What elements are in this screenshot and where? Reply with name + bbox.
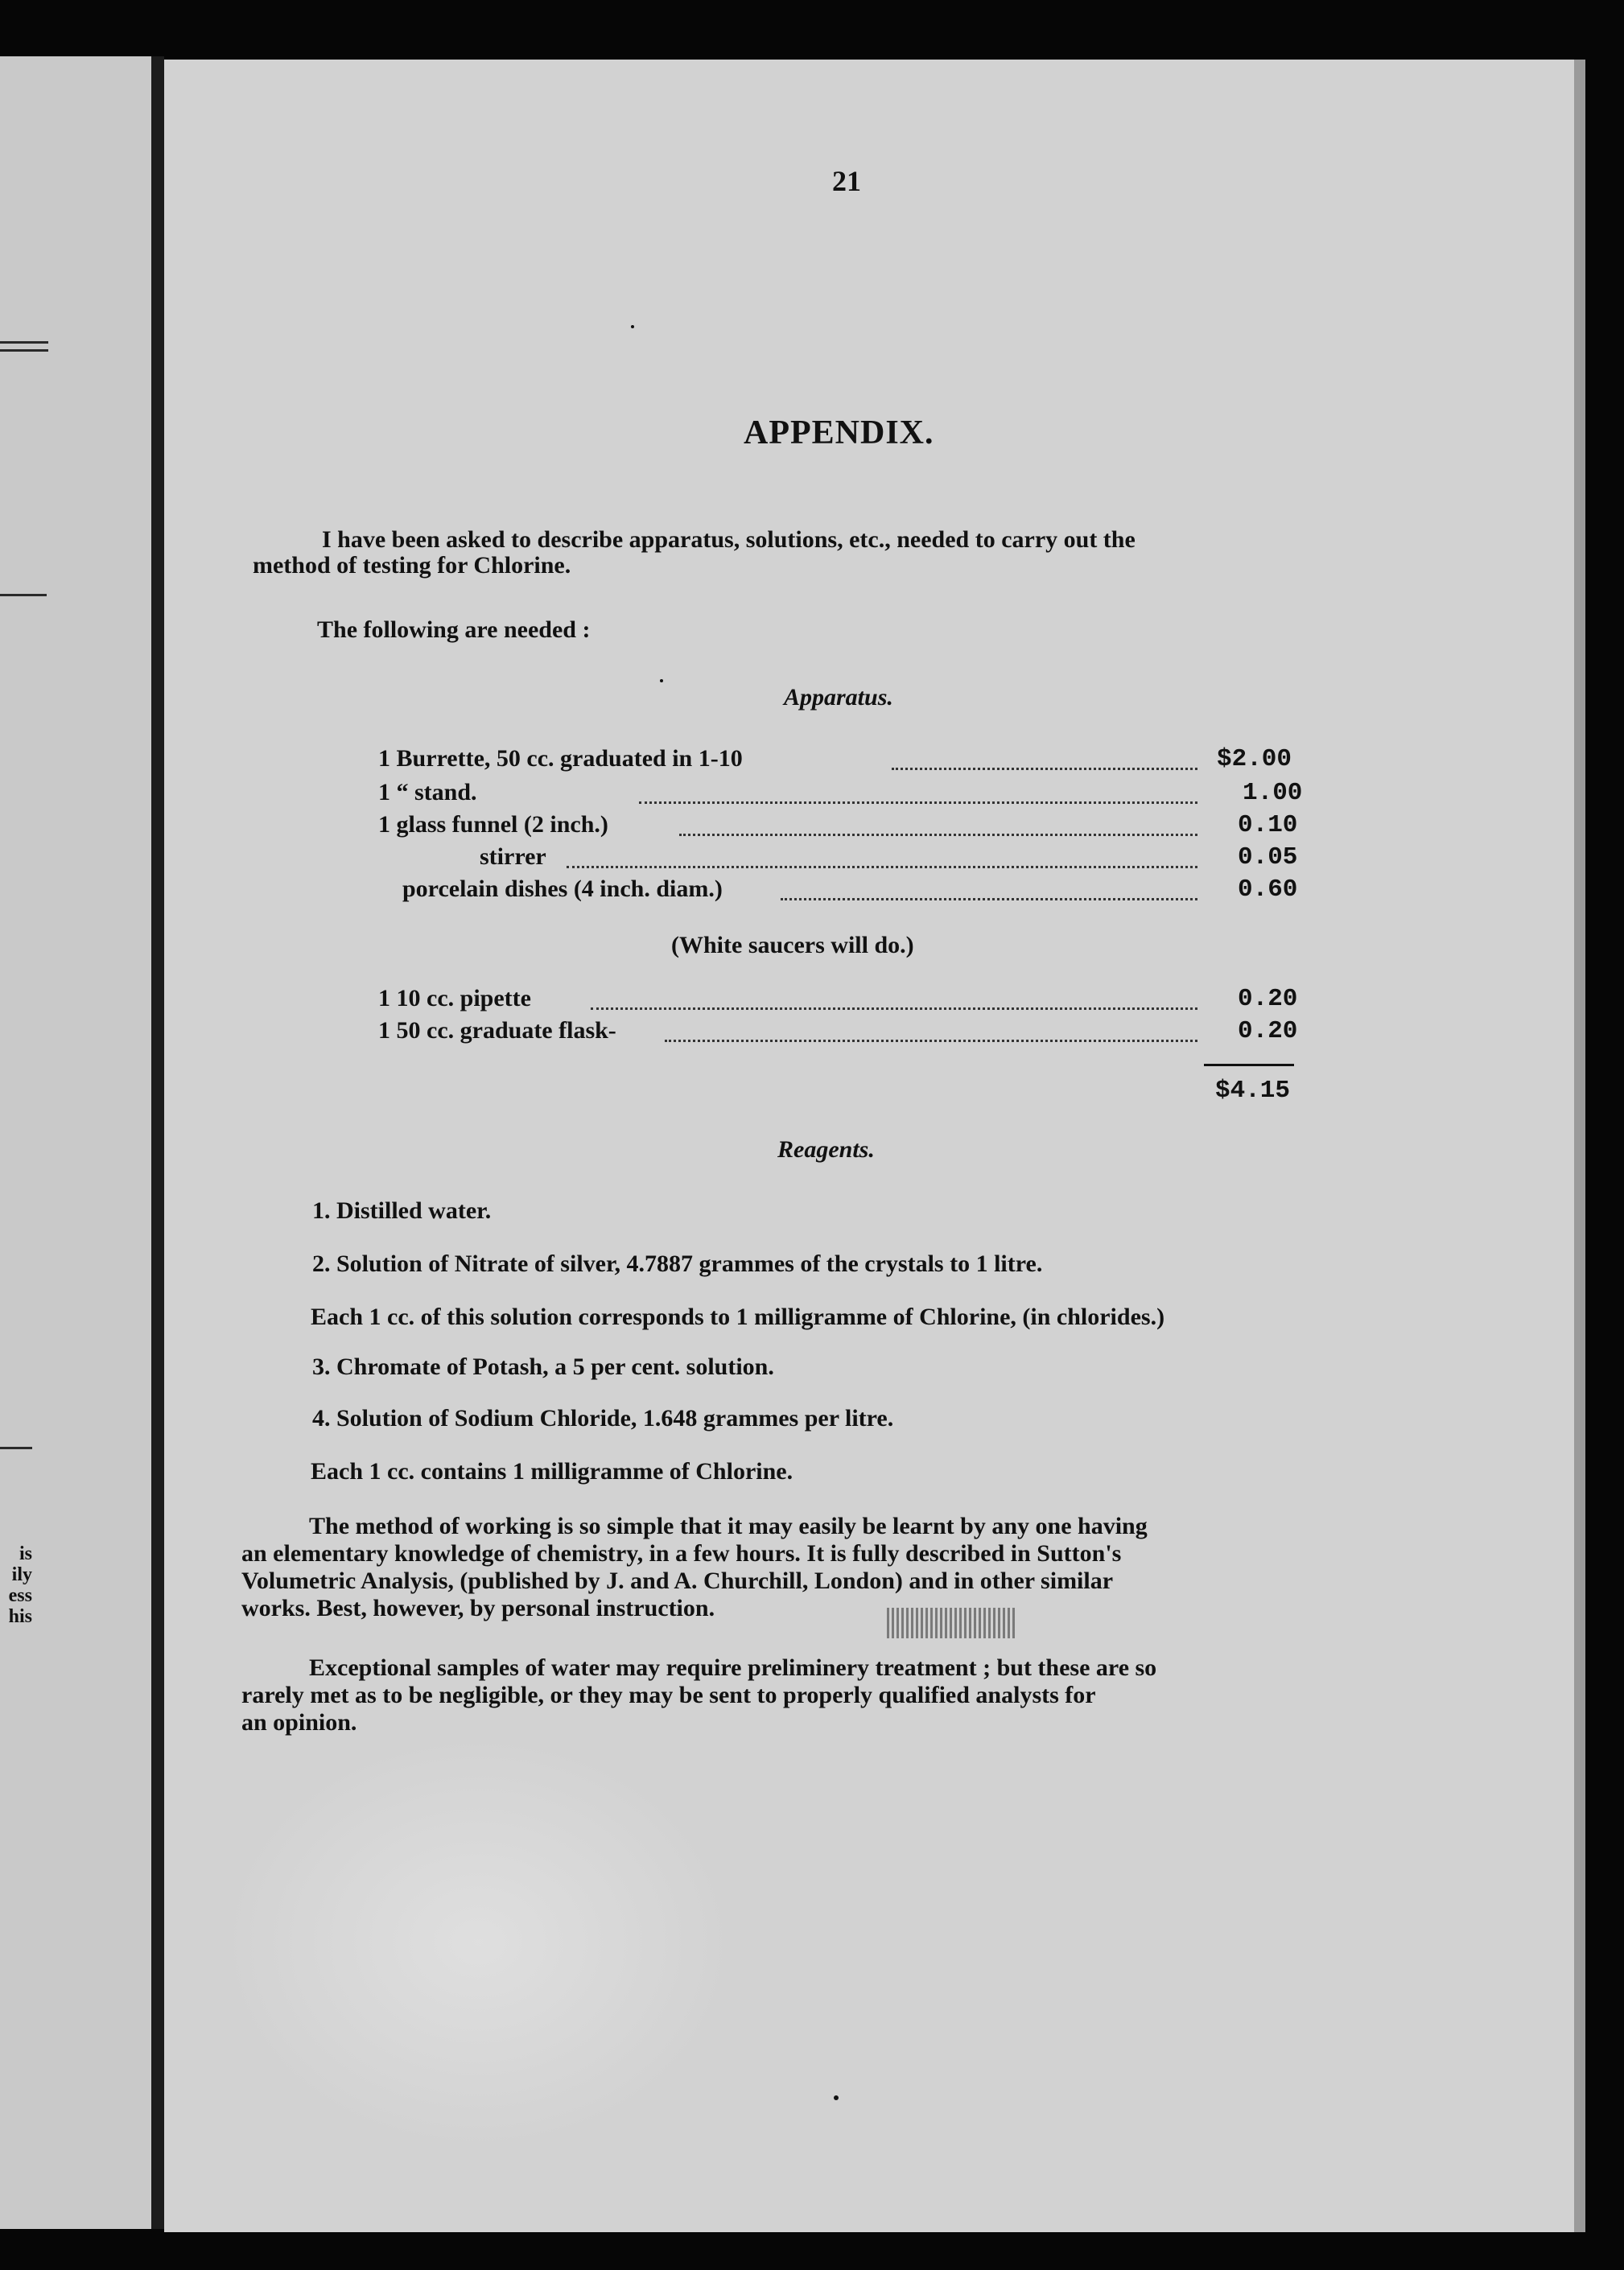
reagent-line: 3. Chromate of Potash, a 5 per cent. solution.	[312, 1353, 774, 1380]
total-rule	[1204, 1064, 1294, 1066]
left-rule	[0, 1447, 32, 1449]
reagents-heading: Reagents.	[777, 1136, 875, 1163]
left-fragment: ily	[11, 1564, 32, 1585]
left-rule	[0, 349, 48, 352]
paragraph-line: an elementary knowledge of chemistry, in a few hours. It is fully described in Sutton's	[241, 1540, 1122, 1567]
apparatus-item: 1 50 cc. graduate flask-	[378, 1017, 616, 1044]
left-rule	[0, 341, 48, 344]
dot-leader	[892, 768, 1197, 770]
paragraph-line: rarely met as to be negligible, or they may be sent to properly qualified analysts for	[241, 1682, 1096, 1708]
apparatus-total: $4.15	[1215, 1077, 1291, 1105]
reagent-line: 2. Solution of Nitrate of silver, 4.7887 grammes of the crystals to 1 litre.	[312, 1250, 1043, 1277]
ink-stamp	[887, 1608, 1016, 1638]
apparatus-item: 1 “ stand.	[378, 779, 477, 805]
dot-leader	[679, 834, 1197, 836]
reagent-line: Each 1 cc. contains 1 milligramme of Chlorine.	[311, 1458, 793, 1485]
left-fragment: is	[19, 1543, 32, 1564]
intro-line: method of testing for Chlorine.	[253, 552, 571, 579]
dot-leader	[639, 801, 1197, 804]
apparatus-item: 1 10 cc. pipette	[378, 985, 531, 1011]
apparatus-price: $2.00	[1217, 745, 1292, 773]
paragraph-line: works. Best, however, by personal instruction.	[241, 1595, 715, 1621]
apparatus-item: 1 glass funnel (2 inch.)	[378, 811, 608, 838]
left-rule	[0, 594, 47, 596]
apparatus-item: porcelain dishes (4 inch. diam.)	[402, 875, 723, 902]
left-page-text	[0, 1543, 32, 1627]
ink-speck	[660, 679, 663, 682]
page-edge	[1574, 60, 1585, 2232]
left-fragment: ess	[8, 1585, 32, 1606]
apparatus-item: 1 Burrette, 50 cc. graduated in 1-10	[378, 745, 743, 772]
apparatus-price: 0.05	[1238, 843, 1298, 871]
reagent-line: 1. Distilled water.	[312, 1197, 492, 1224]
apparatus-note: (White saucers will do.)	[671, 932, 914, 958]
page-number: 21	[832, 165, 861, 197]
dot-leader	[665, 1040, 1197, 1042]
paragraph-line: Exceptional samples of water may require preliminery treatment ; but these are so	[309, 1654, 1157, 1681]
dot-leader	[591, 1007, 1197, 1010]
paragraph-line: The method of working is so simple that it may easily be learnt by any one having	[309, 1513, 1148, 1539]
apparatus-price: 0.20	[1238, 1017, 1298, 1045]
page-title: APPENDIX.	[744, 414, 934, 451]
paragraph-line: an opinion.	[241, 1709, 357, 1736]
document-page	[164, 60, 1574, 2232]
apparatus-heading: Apparatus.	[784, 684, 893, 711]
apparatus-price: 0.60	[1238, 875, 1298, 904]
dot-leader	[567, 866, 1197, 868]
ink-speck	[631, 325, 634, 328]
apparatus-price: 1.00	[1243, 779, 1303, 807]
apparatus-price: 0.20	[1238, 985, 1298, 1013]
binding-gutter	[151, 56, 164, 2229]
paper-stain	[221, 1733, 736, 2152]
ink-speck	[834, 2095, 839, 2100]
apparatus-price: 0.10	[1238, 811, 1298, 839]
following-line: The following are needed :	[317, 616, 591, 643]
left-page-fragment	[0, 56, 151, 2229]
apparatus-item: stirrer	[480, 843, 546, 870]
reagent-line: 4. Solution of Sodium Chloride, 1.648 grammes per litre.	[312, 1405, 894, 1432]
paragraph-line: Volumetric Analysis, (published by J. and A. Churchill, London) and in other similar	[241, 1568, 1114, 1594]
intro-line: I have been asked to describe apparatus, solutions, etc., needed to carry out the	[322, 526, 1136, 553]
reagent-line: Each 1 cc. of this solution corresponds to 1 milligramme of Chlorine, (in chlorides.)	[311, 1304, 1165, 1330]
left-fragment: his	[8, 1606, 32, 1627]
dot-leader	[781, 898, 1197, 900]
